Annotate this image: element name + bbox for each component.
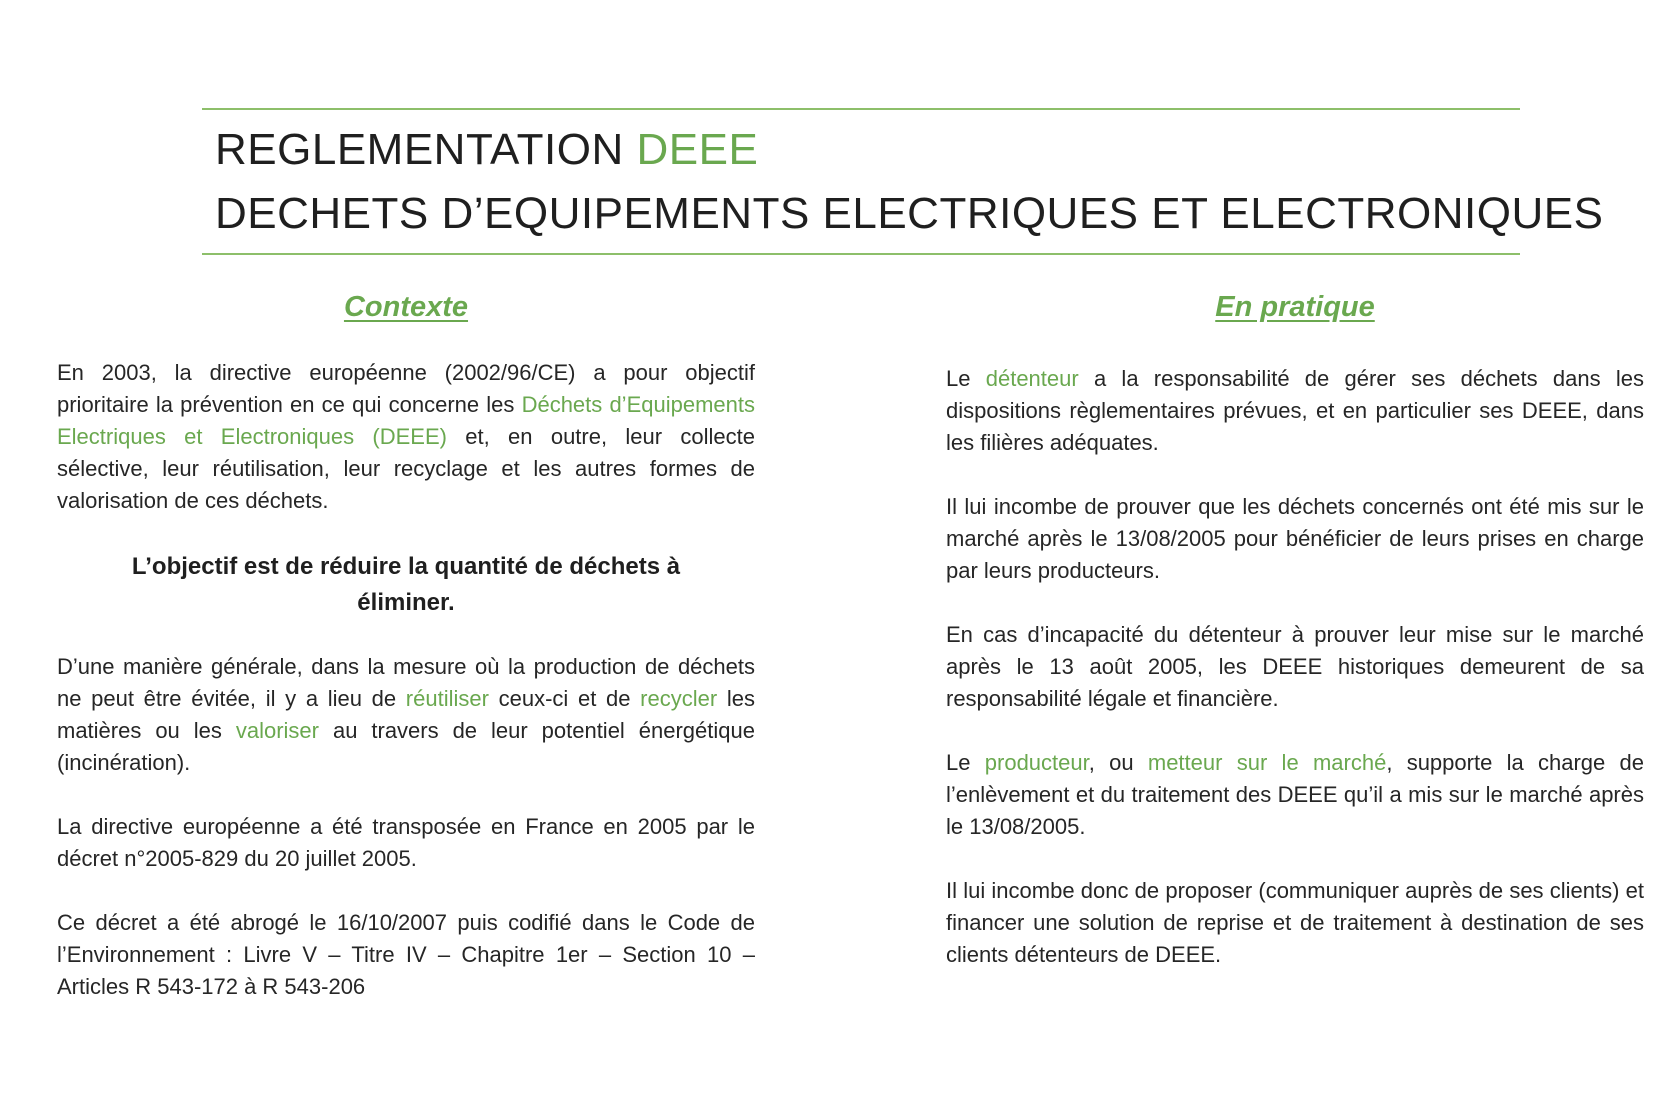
context-heading: Contexte bbox=[343, 291, 469, 323]
text-span: et, en outre, leur collecte sélective, leur réutilisation, leur recyclage et les autres formes de valorisation de ces déchets. bbox=[57, 424, 755, 513]
practice-paragraph-2: Il lui incombe de prouver que les déchets concernés ont été mis sur le marché après le 13/08/2005 pour bénéficier de leurs prises en charge par leurs producteurs. bbox=[946, 494, 1644, 583]
highlight-deee: Déchets d’Equipements Electriques et Electroniques (DEEE) bbox=[57, 392, 755, 449]
title-block bbox=[215, 118, 1604, 246]
title-top-rule bbox=[202, 108, 1520, 110]
practice-paragraph-3: En cas d’incapacité du détenteur à prouver leur mise sur le marché après le 13 août 2005, les DEEE historiques demeurent de sa responsabilité légale et financière. bbox=[946, 622, 1644, 711]
text-span: ceux-ci et de bbox=[498, 686, 631, 711]
text-span: les matières ou les bbox=[57, 686, 755, 743]
title-line-1 bbox=[215, 118, 1535, 182]
text-span: D’une manière générale, dans la mesure où la production de déchets ne peut être évitée, il y a lieu de bbox=[57, 654, 755, 711]
highlight-valoriser: valoriser bbox=[235, 718, 319, 743]
context-paragraph-1 bbox=[57, 357, 755, 517]
practice-column bbox=[946, 285, 1644, 1003]
highlight-metteur: metteur sur le marché bbox=[1147, 750, 1387, 775]
practice-paragraph-4 bbox=[946, 747, 1644, 843]
highlight-reutiliser: réutiliser bbox=[405, 686, 489, 711]
text-span: Le bbox=[946, 750, 971, 775]
title-prefix: REGLEMENTATION bbox=[215, 125, 624, 174]
highlight-producteur: producteur bbox=[984, 750, 1089, 775]
text-span: Le bbox=[946, 366, 971, 391]
practice-paragraph-1 bbox=[946, 363, 1644, 459]
text-span: , supporte la charge de l’enlèvement et du traitement des DEEE qu’il a mis sur le marché après le 13/08/2005. bbox=[946, 750, 1644, 839]
objective-statement: L’objectif est de réduire la quantité de déchets à éliminer. bbox=[131, 553, 681, 616]
context-column bbox=[57, 285, 755, 1035]
title-bottom-rule bbox=[202, 253, 1520, 255]
text-span: a la responsabilité de gérer ses déchets dans les dispositions règlementaires prévues, et en particulier ses DEEE, dans les filières adéquates. bbox=[946, 366, 1644, 455]
practice-paragraph-5: Il lui incombe donc de proposer (communiquer auprès de ses clients) et financer une solution de reprise et de traitement à destination de ses clients détenteurs de DEEE. bbox=[946, 878, 1644, 967]
text-span: , ou bbox=[1088, 750, 1134, 775]
text-span: au travers de leur potentiel énergétique (incinération). bbox=[57, 718, 755, 775]
text-span: En 2003, la directive européenne (2002/96/CE) a pour objectif prioritaire la prévention en ce qui concerne les bbox=[57, 360, 755, 417]
context-paragraph-4: Ce décret a été abrogé le 16/10/2007 puis codifié dans le Code de l’Environnement : Livre V – Titre IV – Chapitre 1er – Section 10 – Articles R 543-172 à R 543-206 bbox=[57, 910, 755, 999]
context-paragraph-3: La directive européenne a été transposée en France en 2005 par le décret n°2005-829 du 20 juillet 2005. bbox=[57, 814, 755, 871]
highlight-detenteur: détenteur bbox=[985, 366, 1079, 391]
title-line-2: DECHETS D’EQUIPEMENTS ELECTRIQUES ET ELECTRONIQUES bbox=[215, 189, 1604, 238]
context-paragraph-2 bbox=[57, 651, 755, 779]
highlight-recycler: recycler bbox=[640, 686, 718, 711]
practice-heading: En pratique bbox=[1215, 291, 1375, 323]
title-accent: DEEE bbox=[636, 125, 759, 174]
